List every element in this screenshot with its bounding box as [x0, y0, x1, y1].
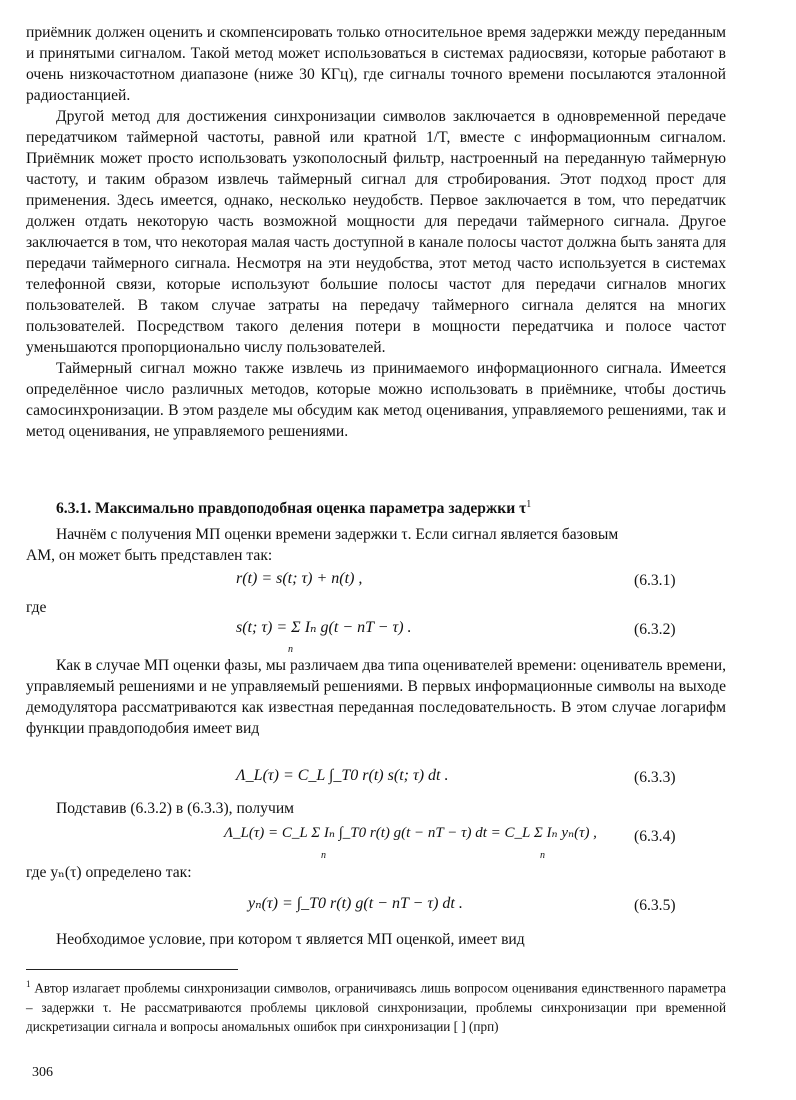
intro-line-1: Начнём с получения МП оценки времени задержки τ. Если сигнал является базовым: [56, 526, 619, 543]
necessary-condition-line: Необходимое условие, при котором τ является МП оценкой, имеет вид: [56, 931, 525, 948]
footnote-marker: 1: [526, 499, 532, 510]
paragraph-3: Таймерный сигнал можно также извлечь из принимаемого информационного сигнала. Имеется определённое число различных методов, которые можно использовать в приёмнике, чтобы достичь самосинхронизации. В этом разделе мы обсудим как метод оценивания, управляемого решениями, так и метод оценивания, не управляемого решениями.: [26, 360, 726, 440]
equation-number-6-3-4: (6.3.4): [634, 828, 676, 845]
equation-6-3-1: r(t) = s(t; τ) + n(t) ,: [236, 570, 363, 587]
equation-number-6-3-2: (6.3.2): [634, 621, 676, 638]
equation-6-3-4-sum-index-2: n: [540, 850, 545, 861]
footnote-separator: [26, 969, 238, 970]
footnote-text: Автор излагает проблемы синхронизации символов, ограничиваясь лишь вопросом оценивания единственного параметра – задержки τ. Не рассматриваются проблемы цикловой синхронизации, проблемы синхронизации при временной дискретизации сигнала и вопросы аномальных ошибок при синхронизации [ ] (прп): [26, 980, 726, 1035]
paragraph-4: Как в случае МП оценки фазы, мы различаем два типа оценивателей времени: оцениватель времени, управляемый решениями и не управляемый решениями. В первых информационные символы на выходе демодулятора рассматриваются как известная переданная последовательность. В этом случае логарифм функции правдоподобия имеет вид: [26, 657, 726, 737]
page-number: 306: [32, 1065, 53, 1080]
intro-line-2: АМ, он может быть представлен так:: [26, 547, 273, 564]
footnote-number: 1: [26, 979, 31, 989]
equation-6-3-3: Λ_L(τ) = C_L ∫_T0 r(t) s(t; τ) dt .: [236, 767, 449, 784]
substitution-line: Подставив (6.3.2) в (6.3.3), получим: [56, 800, 295, 817]
section-heading-text: 6.3.1. Максимально правдоподобная оценка параметра задержки τ: [56, 500, 527, 518]
equation-number-6-3-1: (6.3.1): [634, 572, 676, 589]
equation-6-3-5: yₙ(τ) = ∫_T0 r(t) g(t − nT − τ) dt .: [248, 895, 463, 912]
paragraph-1: приёмник должен оценить и скомпенсировать только относительное время задержки между переданным и принятыми сигналом. Такой метод может использоваться в системах радиосвязи, которые работают в очень низкочастотном диапазоне (ниже 30 КГц), где сигналы точного времени посылаются эталонной радиостанцией.: [26, 24, 726, 104]
equation-6-3-4: Λ_L(τ) = C_L Σ Iₙ ∫_T0 r(t) g(t − nT − τ) dt = C_L Σ Iₙ yₙ(τ) ,: [224, 825, 597, 841]
equation-number-6-3-5: (6.3.5): [634, 897, 676, 914]
word-where: где: [26, 599, 47, 616]
equation-number-6-3-3: (6.3.3): [634, 769, 676, 786]
where-defined-line: где yₙ(τ) определено так:: [26, 864, 192, 881]
body-text-top: [26, 22, 726, 442]
paragraph-2: Другой метод для достижения синхронизации символов заключается в одновременной передаче передатчиком таймерной частоты, равной или кратной 1/T, вместе с информационным сигналом. Приёмник может просто использовать узкополосный фильтр, настроенный на переданную таймерную частоту, и таким образом извлечь таймерный сигнал для стробирования. Этот подход прост для применения. Здесь имеется, однако, несколько неудобств. Первое заключается в том, что передатчик должен отдать некоторую часть возможной мощности для передачи таймерного сигнала. Другое заключается в том, что некоторая малая часть доступной в канале полосы частот должна быть занята для передачи таймерного сигнала. Несмотря на эти неудобства, этот метод часто используется в системах телефонной связи, которые используют большие полосы частот для передачи сигналов многих пользователей. В таком случае затраты на передачу таймерного сигнала делятся на многих пользователей. Посредством такого деления потери в мощности передатчика и полосе частот уменьшаются пропорционально числу пользователей.: [26, 108, 726, 356]
equation-6-3-4-sum-index-1: n: [321, 850, 326, 861]
section-heading: [56, 494, 531, 519]
footnote: [26, 975, 726, 1037]
equation-6-3-2: s(t; τ) = Σ Iₙ g(t − nT − τ) .: [236, 619, 412, 636]
equation-6-3-2-sum-index: n: [288, 644, 293, 655]
body-text-middle: [26, 655, 726, 739]
